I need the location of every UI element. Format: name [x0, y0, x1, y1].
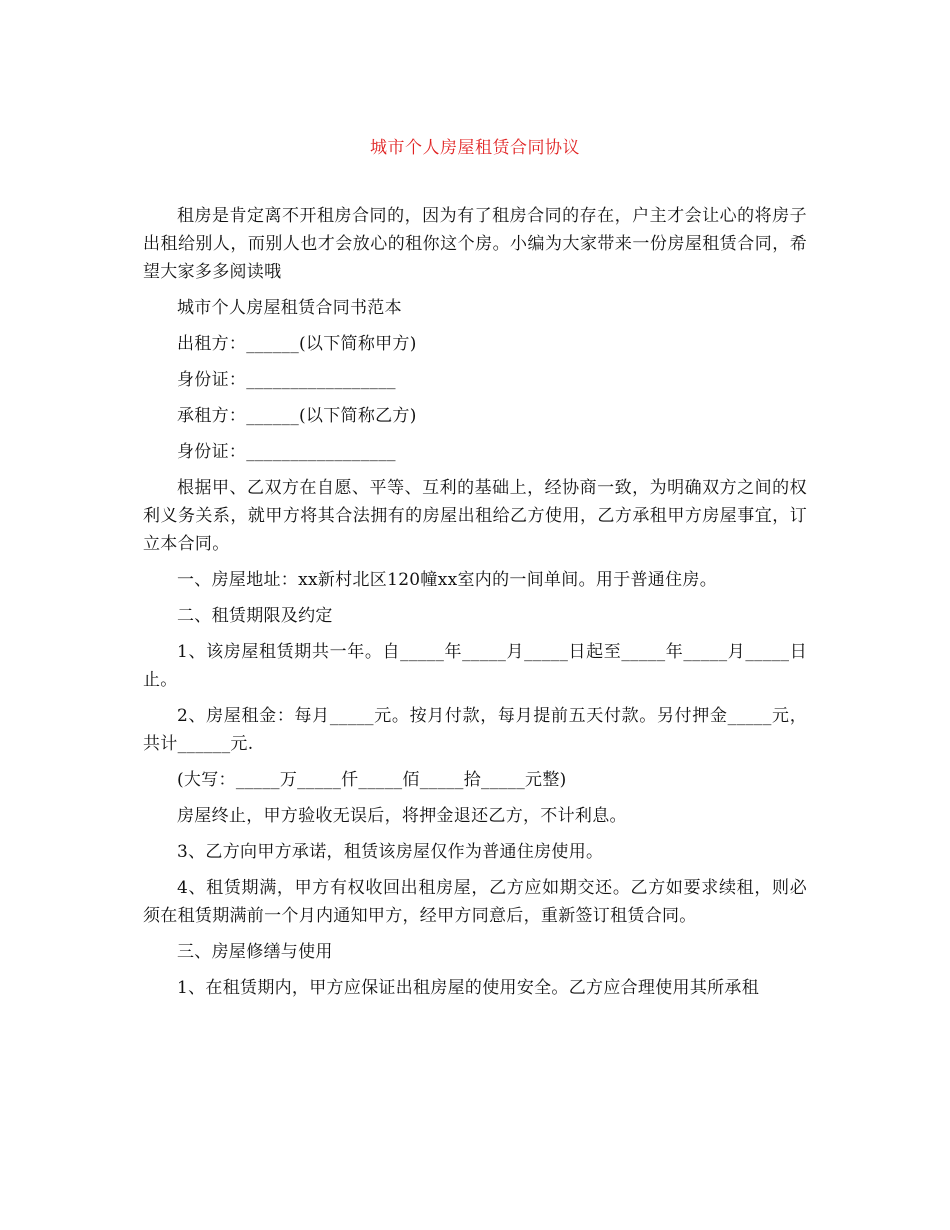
- section-term-heading: 二、租赁期限及约定: [177, 606, 333, 626]
- clause-safety: 1、在租赁期内，甲方应保证出租房屋的使用安全。乙方应合理使用其所承租: [177, 978, 760, 998]
- clause-rent-capital: (大写：_____万_____仟_____佰_____拾_____元整): [177, 770, 567, 790]
- clause-term: 1、该房屋租赁期共一年。自_____年_____月_____日起至_____年_____月_____日止。: [143, 642, 807, 690]
- clause-renewal: 4、租赁期满，甲方有权收回出租房屋，乙方应如期交还。乙方如要求续租，则必须在租赁期满前一个月内通知甲方，经甲方同意后，重新签订租赁合同。: [143, 878, 807, 926]
- clause-rent: 2、房屋租金：每月_____元。按月付款，每月提前五天付款。另付押金_____元，共计______元.: [143, 706, 807, 754]
- document-title: 城市个人房屋租赁合同协议: [370, 138, 580, 158]
- preamble-paragraph: 根据甲、乙双方在自愿、平等、互利的基础上，经协商一致，为明确双方之间的权利义务关系，就甲方将其合法拥有的房屋出租给乙方使用，乙方承租甲方房屋事宜，订立本合同。: [143, 478, 807, 554]
- lessor-id-line: 身份证：_________________: [177, 370, 396, 390]
- section-maintenance-heading: 三、房屋修缮与使用: [177, 942, 333, 962]
- document-body: [143, 202, 807, 1010]
- lessee-id-line: 身份证：_________________: [177, 442, 396, 462]
- lessee-line: 承租方：______(以下简称乙方): [177, 406, 417, 426]
- lessor-line: 出租方：______(以下简称甲方): [177, 334, 417, 354]
- clause-deposit-return: 房屋终止，甲方验收无误后，将押金退还乙方，不计利息。: [177, 806, 627, 826]
- clause-address: 一、房屋地址：xx新村北区120幢xx室内的一间单间。用于普通住房。: [177, 570, 717, 590]
- clause-usage: 3、乙方向甲方承诺，租赁该房屋仅作为普通住房使用。: [177, 842, 604, 862]
- template-heading: 城市个人房屋租赁合同书范本: [177, 298, 402, 318]
- intro-paragraph: 租房是肯定离不开租房合同的，因为有了租房合同的存在，户主才会让心的将房子出租给别人，而别人也才会放心的租你这个房。小编为大家带来一份房屋租赁合同，希望大家多多阅读哦: [143, 206, 807, 282]
